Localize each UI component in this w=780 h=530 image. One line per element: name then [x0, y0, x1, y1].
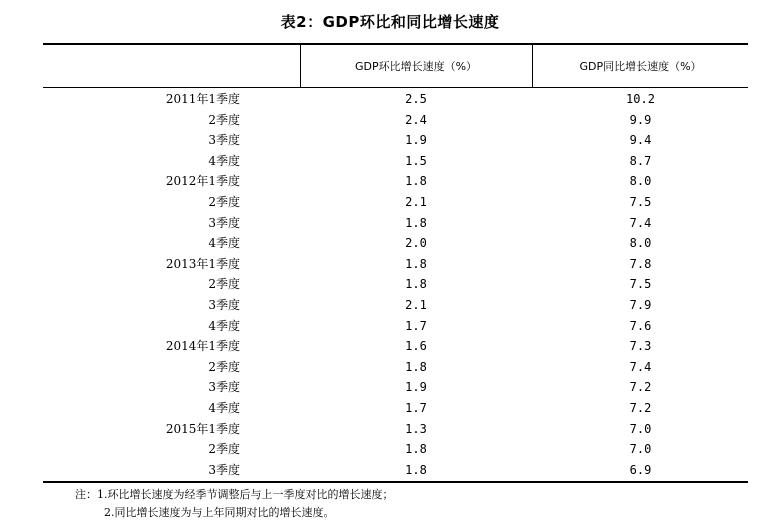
row-period: 4季度 — [208, 319, 240, 333]
row-qoq-value: 2.1 — [405, 195, 427, 209]
row-qoq-value: 2.5 — [405, 92, 427, 106]
row-period: 2季度 — [208, 195, 240, 209]
row-qoq-value: 1.8 — [405, 277, 427, 291]
row-yoy-value: 8.0 — [629, 236, 652, 250]
row-period: 2011年1季度 — [165, 92, 240, 106]
row-yoy-value: 7.9 — [629, 298, 652, 312]
row-period: 2012年1季度 — [165, 174, 240, 188]
row-qoq-value: 1.8 — [405, 442, 427, 456]
row-period: 3季度 — [208, 463, 240, 477]
row-qoq-value: 1.9 — [405, 380, 427, 394]
row-period: 3季度 — [208, 133, 240, 147]
row-qoq-value: 1.8 — [405, 257, 427, 271]
row-yoy-value: 7.4 — [629, 360, 652, 374]
row-period: 2季度 — [208, 442, 240, 456]
row-period: 2季度 — [208, 277, 240, 291]
note-line-2: 2.同比增长速度为与上年同期对比的增长速度。 — [104, 506, 335, 519]
row-yoy-value: 7.5 — [629, 277, 652, 291]
header-rule — [43, 87, 748, 88]
row-period: 2季度 — [208, 113, 240, 127]
row-period: 2014年1季度 — [165, 339, 240, 353]
row-yoy-value: 8.0 — [629, 174, 652, 188]
header-yoy: GDP同比增长速度（%） — [579, 60, 702, 73]
row-qoq-value: 1.3 — [405, 422, 427, 436]
row-yoy-value: 7.6 — [629, 319, 652, 333]
row-yoy-value: 7.8 — [629, 257, 652, 271]
row-yoy-value: 10.2 — [626, 92, 655, 106]
row-yoy-value: 7.3 — [629, 339, 652, 353]
row-period: 3季度 — [208, 216, 240, 230]
header-period — [43, 58, 300, 76]
row-qoq-value: 1.8 — [405, 174, 427, 188]
row-period: 2013年1季度 — [165, 257, 240, 271]
row-qoq-value: 1.8 — [405, 463, 427, 477]
row-qoq-value: 2.0 — [405, 236, 427, 250]
row-yoy-value: 7.0 — [629, 442, 652, 456]
row-period: 4季度 — [208, 236, 240, 250]
row-yoy-value: 7.0 — [629, 422, 652, 436]
row-yoy-value: 7.2 — [629, 380, 652, 394]
row-qoq-value: 1.8 — [405, 216, 427, 230]
table-title: 表2：GDP环比和同比增长速度 — [280, 13, 500, 31]
row-yoy-value: 7.2 — [629, 401, 652, 415]
row-qoq-value: 1.6 — [405, 339, 427, 353]
row-yoy-value: 8.7 — [629, 154, 652, 168]
row-yoy-value: 9.4 — [629, 133, 652, 147]
row-yoy-value: 6.9 — [629, 463, 652, 477]
row-qoq-value: 1.9 — [405, 133, 427, 147]
row-qoq-value: 1.7 — [405, 401, 427, 415]
row-period: 4季度 — [208, 401, 240, 415]
header-qoq: GDP环比增长速度（%） — [354, 60, 478, 73]
row-qoq-value: 1.5 — [405, 154, 427, 168]
row-period: 2季度 — [208, 360, 240, 374]
note-line-1: 注：1.环比增长速度为经季节调整后与上一季度对比的增长速度； — [75, 488, 394, 501]
row-period: 2015年1季度 — [165, 422, 240, 436]
row-yoy-value: 9.9 — [629, 113, 652, 127]
row-period: 4季度 — [208, 154, 240, 168]
row-period: 3季度 — [208, 298, 240, 312]
row-qoq-value: 1.8 — [405, 360, 427, 374]
row-qoq-value: 2.1 — [405, 298, 427, 312]
row-yoy-value: 7.5 — [629, 195, 652, 209]
row-qoq-value: 1.7 — [405, 319, 427, 333]
row-yoy-value: 7.4 — [629, 216, 652, 230]
row-period: 3季度 — [208, 380, 240, 394]
row-qoq-value: 2.4 — [405, 113, 427, 127]
bottom-rule — [43, 481, 748, 483]
top-rule — [43, 43, 748, 45]
